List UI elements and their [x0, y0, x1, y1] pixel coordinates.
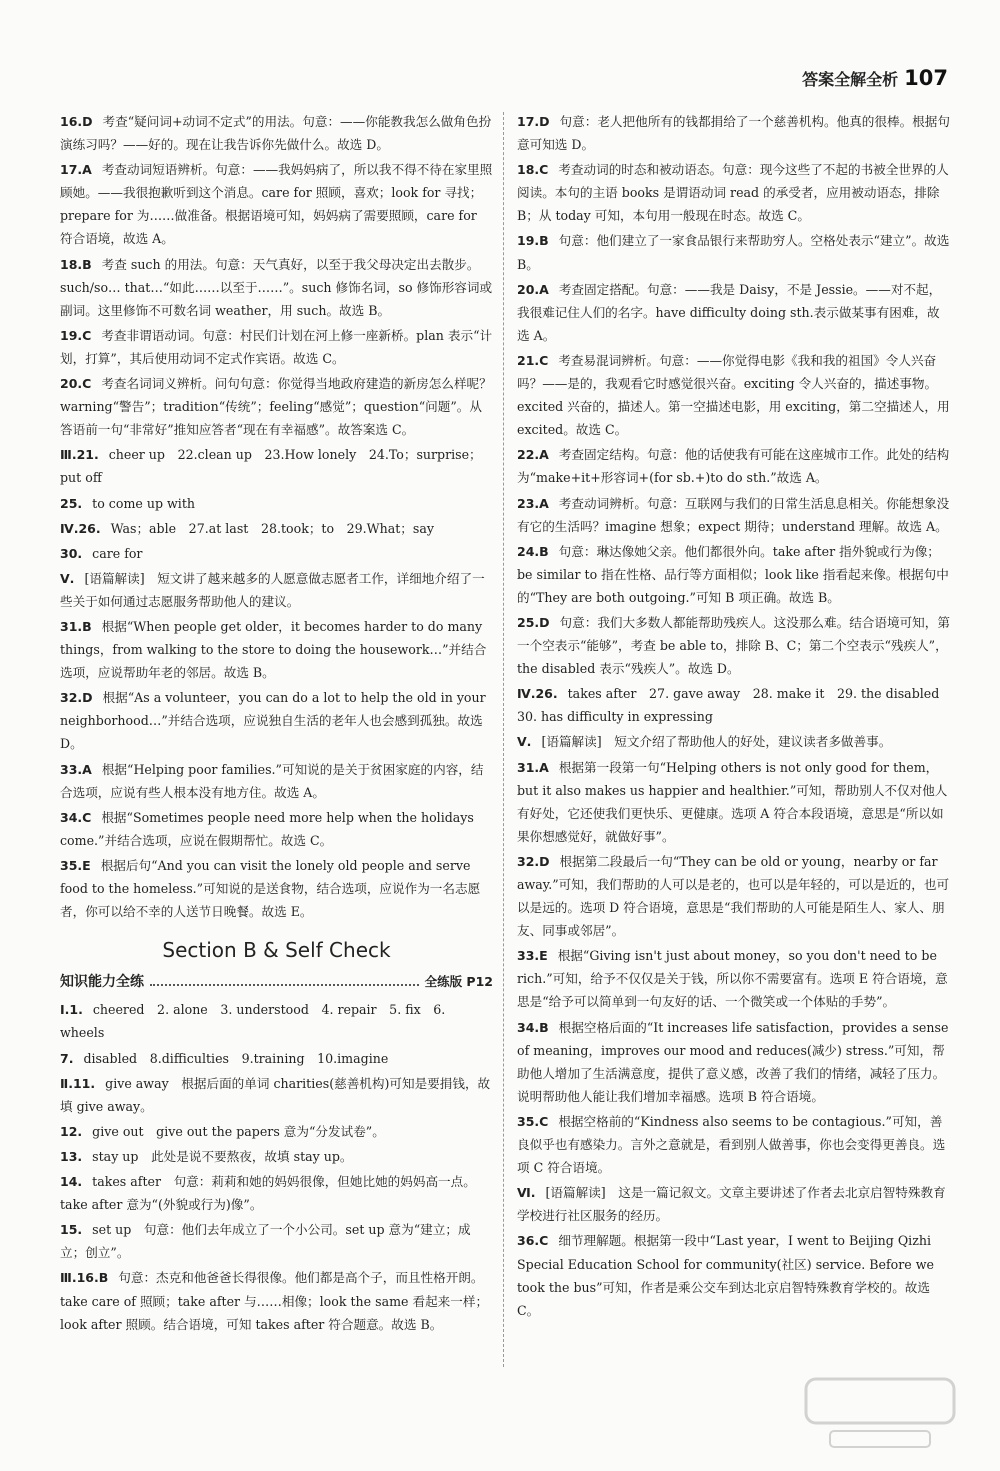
answer-number: 30.: [60, 545, 83, 561]
answer-entry: [517, 349, 950, 441]
answer-text: care for: [92, 545, 143, 561]
answer-entry: [60, 567, 493, 613]
answer-text: 句意：我们大多数人都能帮助残疾人。这没那么难。结合语境可知，第一个空表示“能够”，考查 be able to，排除 B、C；第二个空表示“残疾人”，the disabled 表示“残疾人”。故选 D。: [517, 614, 950, 677]
answer-number: Ⅳ.26.: [517, 686, 558, 702]
answer-number: 17.D: [517, 114, 550, 129]
answer-entry: [60, 1047, 493, 1070]
answer-number: Ⅲ.21.: [60, 447, 99, 463]
answer-number: 12.: [60, 1123, 83, 1139]
answer-number: 18.C: [517, 162, 549, 178]
answer-number: 35.C: [517, 1113, 549, 1129]
answer-text: 根据后句“And you can visit the lonely old people and serve food to the homeless.”可知说的是送食物，结合选项，应说作为一名志愿者，你可以给不幸的人送节日晚餐。故选 E。: [60, 857, 481, 920]
answer-entry: [517, 682, 950, 728]
section-subheading: [60, 970, 493, 994]
answer-number: 14.: [60, 1174, 83, 1190]
answer-entry: [517, 1110, 950, 1179]
answer-entry: [60, 542, 493, 565]
answer-entry: [60, 1120, 493, 1143]
answer-entry: [517, 278, 950, 347]
answer-number: 20.A: [517, 281, 549, 297]
answer-text: 句意：琳达像她父亲。他们都很外向。take after 指外貌或行为像；be similar to 指在性格、品行等方面相似；look like 指看起来像。根据句中的“They are both outgoing.”可知 B 项正确。故选 B。: [517, 543, 949, 605]
answer-number: 15.: [60, 1222, 83, 1238]
answer-entry: [517, 492, 950, 538]
answer-number: Ⅲ.16.B: [60, 1270, 109, 1286]
answer-text: 考查固定搭配。句意：——我是 Daisy，不是 Jessie。——对不起，我很难记住人们的名字。have difficulty doing sth.表示做某事有困难，故选 A。: [517, 281, 942, 343]
answer-text: to come up with: [92, 495, 195, 511]
answer-entry: [60, 324, 493, 370]
answer-number: Ⅳ.26.: [60, 520, 101, 536]
answer-entry: [60, 1266, 493, 1335]
answer-entry: [60, 158, 493, 250]
answer-number: 25.D: [517, 614, 550, 630]
answer-number: 24.B: [517, 543, 549, 559]
answer-entry: [60, 998, 493, 1044]
answer-entry: [517, 730, 950, 753]
answer-text: 考查动词辨析。句意：互联网与我们的日常生活息息相关。你能想象没有它的生活吗？imagine 想象；expect 期待；understand 理解。故选 A。: [517, 495, 950, 534]
column-divider: [503, 112, 504, 1367]
answer-text: [语篇解读] 短文介绍了帮助他人的好处，建议读者多做善事。: [541, 734, 892, 750]
answer-number: Ⅰ.1.: [60, 1002, 83, 1018]
answer-text: 根据空格前的“Kindness also seems to be contagious.”可知，善良似乎也有感染力。言外之意就是，看到别人做善事，你也会变得更善良。选项 C 符合语境。: [517, 1113, 946, 1176]
answer-entry: [517, 1016, 950, 1108]
answer-entry: [60, 1072, 493, 1118]
answer-entry: [60, 443, 493, 489]
answer-number: 36.C: [517, 1233, 549, 1249]
answer-number: 7.: [60, 1050, 74, 1066]
answer-entry: [60, 854, 493, 923]
answer-text: set up 句意：他们去年成立了一个小公司。set up 意为“建立；成立；创立”。: [60, 1222, 471, 1261]
answer-text: give out give out the papers 意为“分发试卷”。: [92, 1123, 385, 1139]
header-title: 答案全解全析: [802, 69, 899, 89]
answer-text: 根据“Sometimes people need more help when the holidays come.”并结合选项，应说在假期帮忙。故选 C。: [60, 809, 474, 848]
answer-number: 19.C: [60, 327, 92, 343]
answer-number: 33.A: [60, 761, 92, 777]
answer-number: 31.B: [60, 618, 92, 634]
answer-number: 18.B: [60, 256, 92, 272]
answer-entry: [517, 850, 950, 942]
answer-text: 根据第二段最后一句“They can be old or young，nearby or far away.”可知，我们帮助的人可以是老的，也可以是年轻的，可以是近的，也可以是远的。选项 D 符合语境，意思是“我们帮助的人可能是陌生人、家人、朋友、同事或邻居”。: [517, 853, 950, 939]
answer-text: 考查易混词辨析。句意：——你觉得电影《我和我的祖国》令人兴奋吗？——是的，我观看它时感觉很兴奋。exciting 令人兴奋的，描述事物。excited 兴奋的，描述人。第一空描述电影，用 exciting，第二空描述人，用 excited。故选 C。: [517, 352, 950, 438]
answer-number: 23.A: [517, 495, 549, 511]
answer-text: 考查固定结构。句意：他的话使我有可能在这座城市工作。此处的结构为“make+it+形容词+(for sb.+)to do sth.”故选 A。: [517, 447, 950, 486]
answer-entry: [517, 443, 950, 489]
answer-text: cheer up 22.clean up 23.How lonely 24.To；surprise；put off: [60, 447, 482, 486]
answer-entry: [517, 229, 950, 275]
answer-text: 根据“When people get older，it becomes harder to do many things，from walking to the store to doing the housework…”并结合选项，应说帮助年老的邻居。故选 B。: [60, 618, 487, 681]
answer-text: 句意：老人把他所有的钱都捐给了一个慈善机构。他真的很棒。根据句意可知选 D。: [517, 114, 950, 153]
answer-number: 25.: [60, 495, 83, 511]
right-answer-list: [517, 110, 950, 1322]
answer-text: 考查名词词义辨析。问句句意：你觉得当地政府建造的新房怎么样呢？warning“警告”；tradition“传统”；feeling“感觉”；question“问题”。从答语前一句“非常好”推知应答者“现在有幸福感”。故答案选 C。: [60, 376, 492, 438]
right-column: [517, 110, 950, 1324]
answer-entry: [60, 110, 493, 156]
answer-text: 根据“Giving isn't just about money，so you don't need to be rich.”可知，给予不仅仅是关于钱，所以你不需要富有。选项 E 符合语境，意思是“给予可以简单到一句友好的话、一个微笑或一个体贴的手势”。: [517, 948, 948, 1010]
answer-number: Ⅴ.: [60, 570, 75, 586]
answer-text: 细节理解题。根据第一段中“Last year，I went to Beijing Qizhi Special Education School for community(社区) service. Before we took the bus”可知，作者是乘公交车到达北京启智特殊教育学校的。故选 C。: [517, 1233, 934, 1318]
answer-text: takes after 句意：莉莉和她的妈妈很像，但她比她的妈妈高一点。take after 意为“(外貌或行为)像”。: [60, 1174, 476, 1213]
answer-entry: [517, 944, 950, 1013]
answer-entry: [60, 517, 493, 540]
answer-text: give away 根据后面的单词 charities(慈善机构)可知是要捐钱，故填 give away。: [60, 1075, 491, 1114]
answer-number: 17.A: [60, 162, 92, 178]
answer-text: disabled 8.difficulties 9.training 10.imagine: [83, 1050, 389, 1066]
answer-text: cheered 2. alone 3. understood 4. repair 5. fix 6. wheels: [60, 1002, 446, 1041]
answer-text: 考查动词的时态和被动语态。句意：现今这些了不起的书被全世界的人阅读。本句的主语 books 是谓语动词 read 的承受者，应用被动语态，排除 B；从 today 可知，本句用一般现在时态。故选 C。: [517, 162, 949, 224]
answer-entry: [517, 756, 950, 848]
leader-dots: [150, 984, 419, 986]
subheading-page-ref: 全练版 P12: [424, 974, 493, 990]
page-number: 107: [904, 66, 948, 90]
answer-entry: [60, 615, 493, 684]
answer-entry: [517, 1229, 950, 1321]
left-column: [60, 110, 493, 1338]
answer-entry: [517, 540, 950, 609]
answer-number: 32.D: [60, 690, 93, 706]
answer-entry: [517, 611, 950, 680]
answer-text: 根据“Helping poor families.”可知说的是关于贫困家庭的内容，结合选项，应说有些人根本没有地方住。故选 A。: [60, 761, 484, 800]
answer-number: 34.C: [60, 809, 92, 825]
answer-number: Ⅵ.: [517, 1185, 536, 1201]
answer-entry: [60, 686, 493, 755]
answer-number: Ⅴ.: [517, 734, 532, 750]
answer-text: takes after 27. gave away 28. make it 29. the disabled 30. has difficulty in expressing: [517, 686, 952, 725]
answer-text: stay up 此处是说不要熬夜，故填 stay up。: [92, 1148, 353, 1164]
answer-number: 19.B: [517, 233, 549, 249]
answer-entry: [60, 758, 493, 804]
answer-entry: [60, 1218, 493, 1264]
section-answer-list: [60, 998, 493, 1335]
subheading-label: 知识能力全练: [60, 974, 144, 991]
answer-text: 考查“疑问词+动词不定式”的用法。句意：——你能教我怎么做角色扮演练习吗？——好的。现在让我告诉你先做什么。故选 D。: [60, 114, 492, 153]
watermark-icon: [800, 1373, 960, 1453]
answer-entry: [60, 492, 493, 515]
answer-number: 32.D: [517, 853, 550, 869]
answer-text: [语篇解读] 这是一篇记叙文。文章主要讲述了作者去北京启智特殊教育学校进行社区服务的经历。: [517, 1185, 946, 1224]
answer-text: 句意：杰克和他爸爸长得很像。他们都是高个子，而且性格开朗。take care of 照顾；take after 与……相像；look the same 看起来一样；look after 照顾。结合语境，可知 takes after 符合题意。故选 B。: [60, 1270, 489, 1332]
answer-number: 13.: [60, 1148, 83, 1164]
watermark-logo: [800, 1373, 960, 1453]
answer-entry: [517, 158, 950, 227]
answer-text: [语篇解读] 短文讲了越来越多的人愿意做志愿者工作，详细地介绍了一些关于如何通过志愿服务帮助他人的建议。: [60, 570, 485, 609]
page-header: [802, 66, 948, 90]
answer-number: 22.A: [517, 447, 549, 463]
answer-text: 根据空格后面的“It increases life satisfaction，provides a sense of meaning，improves our mood and reduces(减少) stress.”可知，帮助他人增加了生活满意度，提供了意义感，改善了我们的情绪，减轻了压力。说明帮助他人能让我们增加幸福感。选项 B 符合语境。: [517, 1019, 949, 1104]
answer-entry: [60, 1145, 493, 1168]
answer-entry: [517, 110, 950, 156]
answer-text: 根据第一段第一句“Helping others is not only good for them，but it also makes us happier and healthier.”可知，帮助别人不仅对他人有好处，它还使我们更快乐、更健康。选项 A 符合本段语境，意思是“所以如果你想感觉好，就做好事”。: [517, 759, 948, 844]
answer-number: Ⅱ.11.: [60, 1075, 96, 1091]
answer-text: Was；able 27.at last 28.took；to 29.What；say: [110, 520, 434, 536]
answer-entry: [60, 372, 493, 441]
answer-entry: [60, 806, 493, 852]
answer-entry: [60, 1170, 493, 1216]
answer-text: 句意：他们建立了一家食品银行来帮助穷人。空格处表示“建立”。故选 B。: [517, 233, 950, 272]
answer-text: 考查动词短语辨析。句意：——我妈妈病了，所以我不得不待在家里照顾她。——我很抱歉听到这个消息。care for 照顾，喜欢；look for 寻找；prepare for 为……做准备。根据语境可知，妈妈病了需要照顾，care for 符合语境，故选 A。: [60, 162, 493, 247]
answer-text: 考查 such 的用法。句意：天气真好，以至于我父母决定出去散步。such/so… that…“如此……以至于……”。such 修饰名词，so 修饰形容词或副词。这里修饰不可数名词 weather，用 such。故选 B。: [60, 256, 493, 318]
answer-number: 35.E: [60, 857, 91, 873]
section-title: Section B & Self Check: [162, 938, 391, 963]
left-answer-list: [60, 110, 493, 923]
answer-number: 31.A: [517, 759, 549, 775]
answer-number: 20.C: [60, 376, 92, 392]
answer-text: 考查非谓语动词。句意：村民们计划在河上修一座新桥。plan 表示“计划，打算”，其后使用动词不定式作宾语。故选 C。: [60, 327, 493, 366]
answer-number: 21.C: [517, 352, 549, 368]
answer-number: 16.D: [60, 114, 93, 129]
answer-number: 34.B: [517, 1019, 549, 1035]
answer-entry: [60, 253, 493, 322]
answer-number: 33.E: [517, 948, 548, 964]
answer-entry: [517, 1181, 950, 1227]
answer-text: 根据“As a volunteer，you can do a lot to help the old in your neighborhood…”并结合选项，应说独自生活的老年人也会感到孤独。故选 D。: [60, 690, 486, 752]
